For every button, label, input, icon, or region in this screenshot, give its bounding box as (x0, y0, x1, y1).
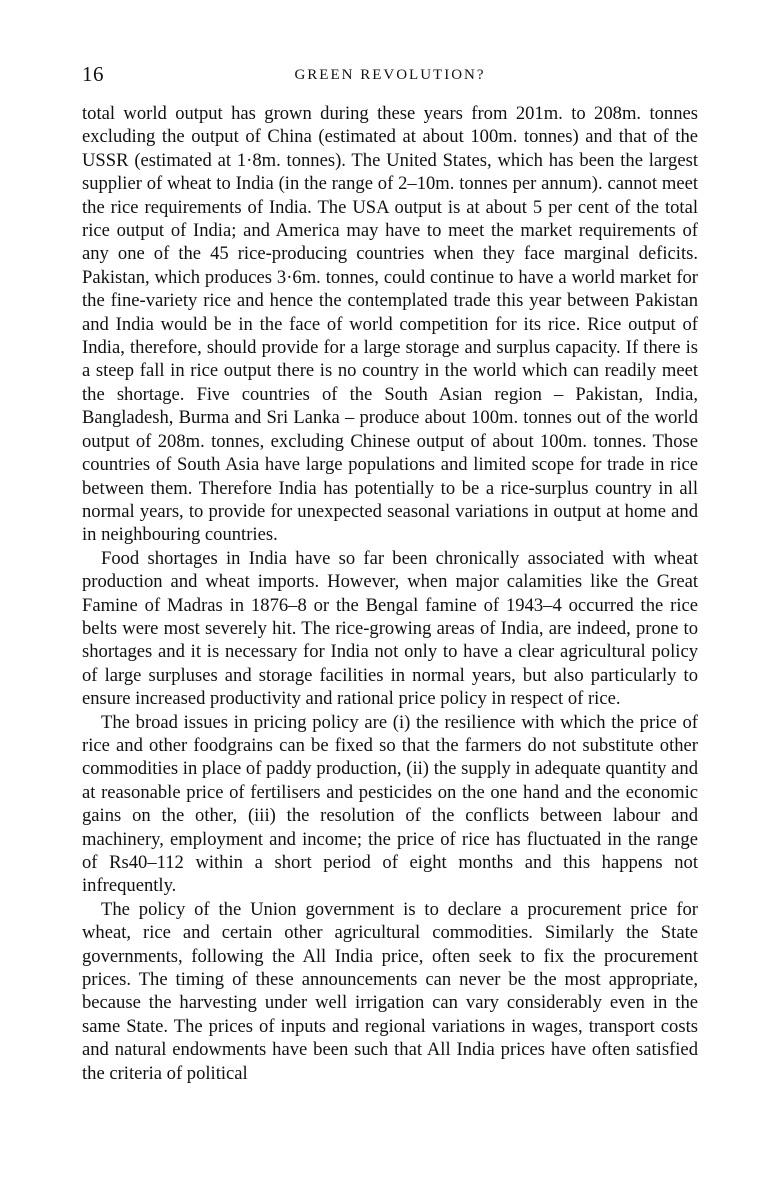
paragraph-2: Food shortages in India have so far been chronically associated with wheat production and wheat imports. However, when major calamities like the Great Famine of Madras in 1876–8 or the Bengal famine of 1943–4 occurred the rice belts were most severely hit. The rice-growing areas of India, are indeed, prone to shortages and it is necessary for India not only to have a clear agricultural policy of large surpluses and storage facilities in normal years, but also particularly to ensure increased productivity and rational price policy in respect of rice. (82, 547, 698, 710)
running-head (82, 62, 698, 92)
paragraph-1: total world output has grown during these years from 201m. to 208m. tonnes excluding the output of China (estimated at about 100m. tonnes) and that of the USSR (estimated at 1·8m. tonnes). The United States, which has been the largest supplier of wheat to India (in the range of 2–10m. tonnes per annum). cannot meet the rice requirements of India. The USA output is at about 5 per cent of the total rice output of India; and America may have to meet the market requirements of any one of the 45 rice-producing countries when they face marginal deficits. Pakistan, which produces 3·6m. tonnes, could continue to have a world market for the fine-variety rice and hence the contemplated trade this year between Pakistan and India would be in the face of world competition for its rice. Rice output of India, therefore, should provide for a large storage and surplus capacity. If there is a steep fall in rice output there is no country in the world which can readily meet the shortage. Five countries of the South Asian region – Pakistan, India, Bangladesh, Burma and Sri Lanka – produce about 100m. tonnes out of the world output of 208m. tonnes, excluding Chinese output of about 100m. tonnes. Those countries of South Asia have large populations and limited scope for trade in rice between them. Therefore India has potentially to be a rice-surplus country in all normal years, to provide for unexpected seasonal variations in output at home and in neighbouring countries. (82, 103, 698, 546)
book-page (82, 62, 698, 1085)
body-text (82, 102, 698, 1085)
paragraph-3: The broad issues in pricing policy are (i) the resilience with which the price of rice and other foodgrains can be fixed so that the farmers do not substitute other commodities in place of paddy production, (ii) the supply in adequate quantity and at reasonable price of fertilisers and pesticides on the one hand and the economic gains on the other, (iii) the resolution of the conflicts between labour and machinery, employment and income; the price of rice has fluctuated in the range of Rs40–112 within a short period of eight months and this happens not infrequently. (82, 711, 698, 897)
paragraph-4: The policy of the Union government is to declare a procurement price for wheat, rice and certain other agricultural commodities. Similarly the State governments, following the All India price, often seek to fix the procurement prices. The timing of these announcements can never be the most appropriate, because the harvesting under well irrigation can vary considerably even in the same State. The prices of inputs and regional variations in wages, transport costs and natural endowments have been such that All India prices have often satisfied the criteria of political (82, 898, 698, 1084)
running-title: GREEN REVOLUTION? (294, 67, 486, 83)
page-number: 16 (82, 62, 104, 86)
